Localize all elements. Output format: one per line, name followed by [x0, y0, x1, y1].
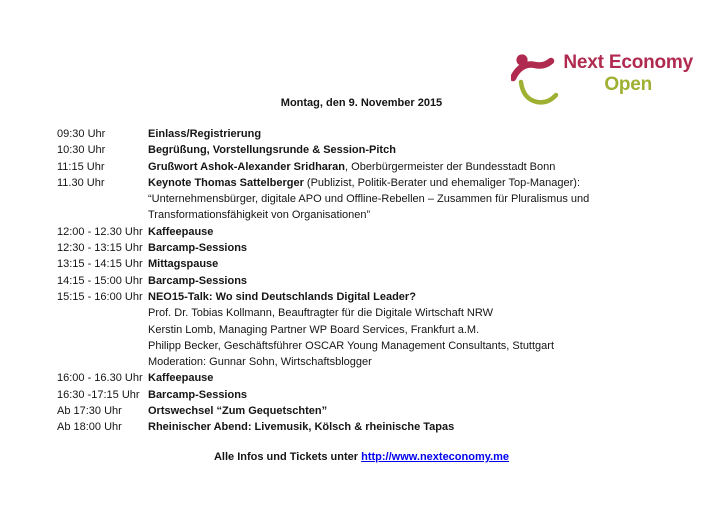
schedule-desc [148, 256, 632, 272]
schedule-desc [148, 387, 632, 403]
schedule-desc [148, 403, 632, 419]
footer-text: Alle Infos und Tickets unter [213, 450, 362, 463]
tickets-link[interactable]: http://www.nexteconomy.me [361, 450, 509, 463]
schedule-desc-regular: Kerstin Lomb, Managing Partner WP Board Services, Frankfurt a.M. [148, 323, 480, 336]
schedule-desc [148, 419, 632, 435]
schedule-time: 15:15 - 16:00 Uhr [57, 290, 143, 303]
schedule-desc-bold: Einlass/Registrierung [148, 128, 262, 140]
schedule-time: 16:30 -17:15 Uhr [57, 388, 140, 401]
schedule-time: Ab 17:30 Uhr [57, 405, 122, 418]
logo-line2: Open [604, 74, 653, 95]
page-title: Montag, den 9. November 2015 [280, 97, 443, 109]
speaker-line [148, 338, 632, 354]
table-row-speaker [57, 354, 632, 370]
schedule-time [57, 354, 148, 370]
next-economy-open-logo [511, 52, 693, 106]
schedule-desc [148, 289, 632, 305]
schedule-desc-regular: Prof. Dr. Tobias Kollmann, Beauftragter für die Digitale Wirtschaft NRW [148, 307, 494, 320]
table-row-speaker [57, 338, 632, 354]
table-row-speaker [57, 322, 632, 338]
schedule-desc-regular: Moderation: Gunnar Sohn, Wirtschaftsblogger [148, 356, 372, 369]
schedule-desc-bold: Rheinischer Abend: Livemusik, Kölsch & rheinische Tapas [148, 421, 455, 434]
schedule-desc-bold: Keynote Thomas Sattelberger [148, 176, 304, 189]
schedule-desc-bold: Ortswechsel “Zum Gequetschten” [148, 405, 328, 418]
table-row [57, 256, 632, 272]
schedule-time [57, 322, 148, 338]
schedule-time: 10:30 Uhr [57, 144, 106, 157]
schedule-table [57, 126, 632, 436]
schedule-time: 11:15 Uhr [57, 160, 105, 173]
schedule-desc [148, 224, 632, 240]
schedule-desc-bold: Barcamp-Sessions [148, 242, 248, 255]
schedule-desc-regular: (Publizist, Politik-Berater und ehemaliger Top-Manager): “Unternehmensbürger, digitale APO und Offline-Rebellen – Zusammen für Pluralismus und Transformationsfähigkeit von Organisationen” [148, 176, 590, 222]
schedule-desc [148, 273, 632, 289]
schedule-desc [148, 159, 632, 175]
schedule-time: 12:00 - 12.30 Uhr [57, 225, 143, 238]
schedule-time: 16:00 - 16.30 Uhr [57, 372, 143, 385]
schedule-desc-bold: Begrüßung, Vorstellungsrunde & Session-Pitch [148, 144, 396, 157]
table-row [57, 289, 632, 305]
table-row [57, 224, 632, 240]
schedule-time [57, 305, 148, 321]
table-row [57, 370, 632, 386]
schedule-desc-regular: , Oberbürgermeister der Bundesstadt Bonn [345, 160, 556, 173]
schedule-time: Ab 18:00 Uhr [57, 421, 122, 434]
table-row-speaker [57, 305, 632, 321]
logo-line1: Next Economy [563, 52, 693, 73]
table-row [57, 126, 632, 142]
table-row [57, 403, 632, 419]
table-row [57, 273, 632, 289]
schedule-desc [148, 370, 632, 386]
schedule-desc-bold: Barcamp-Sessions [148, 274, 248, 287]
schedule-desc-regular: Philipp Becker, Geschäftsführer OSCAR Young Management Consultants, Stuttgart [148, 339, 555, 352]
table-row [57, 159, 632, 175]
schedule-desc-bold: Kaffeepause [148, 225, 214, 238]
schedule-time: 13:15 - 14:15 Uhr [57, 258, 143, 271]
footer-info [0, 450, 723, 464]
table-row [57, 387, 632, 403]
schedule-desc [148, 142, 632, 158]
schedule-desc-bold: Kaffeepause [148, 372, 214, 385]
table-row [57, 142, 632, 158]
table-row [57, 175, 632, 224]
schedule-time: 14:15 - 15:00 Uhr [57, 274, 143, 287]
schedule-time: 09:30 Uhr [57, 128, 106, 140]
schedule-desc-bold: Mittagspause [148, 258, 219, 271]
schedule-time: 11.30 Uhr [57, 176, 105, 189]
leaping-figure-icon [511, 52, 561, 106]
schedule-desc [148, 175, 632, 224]
schedule-desc [148, 240, 632, 256]
table-row [57, 240, 632, 256]
schedule-desc-bold: NEO15-Talk: Wo sind Deutschlands Digital Leader? [148, 290, 416, 303]
schedule-time: 12:30 - 13:15 Uhr [57, 242, 143, 255]
schedule-time [57, 338, 148, 354]
schedule-desc-bold: Barcamp-Sessions [148, 388, 248, 401]
speaker-line [148, 305, 632, 321]
schedule-desc-bold: Grußwort Ashok-Alexander Sridharan [148, 160, 346, 173]
speaker-line [148, 322, 632, 338]
table-row [57, 419, 632, 435]
schedule-desc [148, 126, 632, 142]
speaker-line [148, 354, 632, 370]
logo-wordmark [563, 52, 693, 96]
